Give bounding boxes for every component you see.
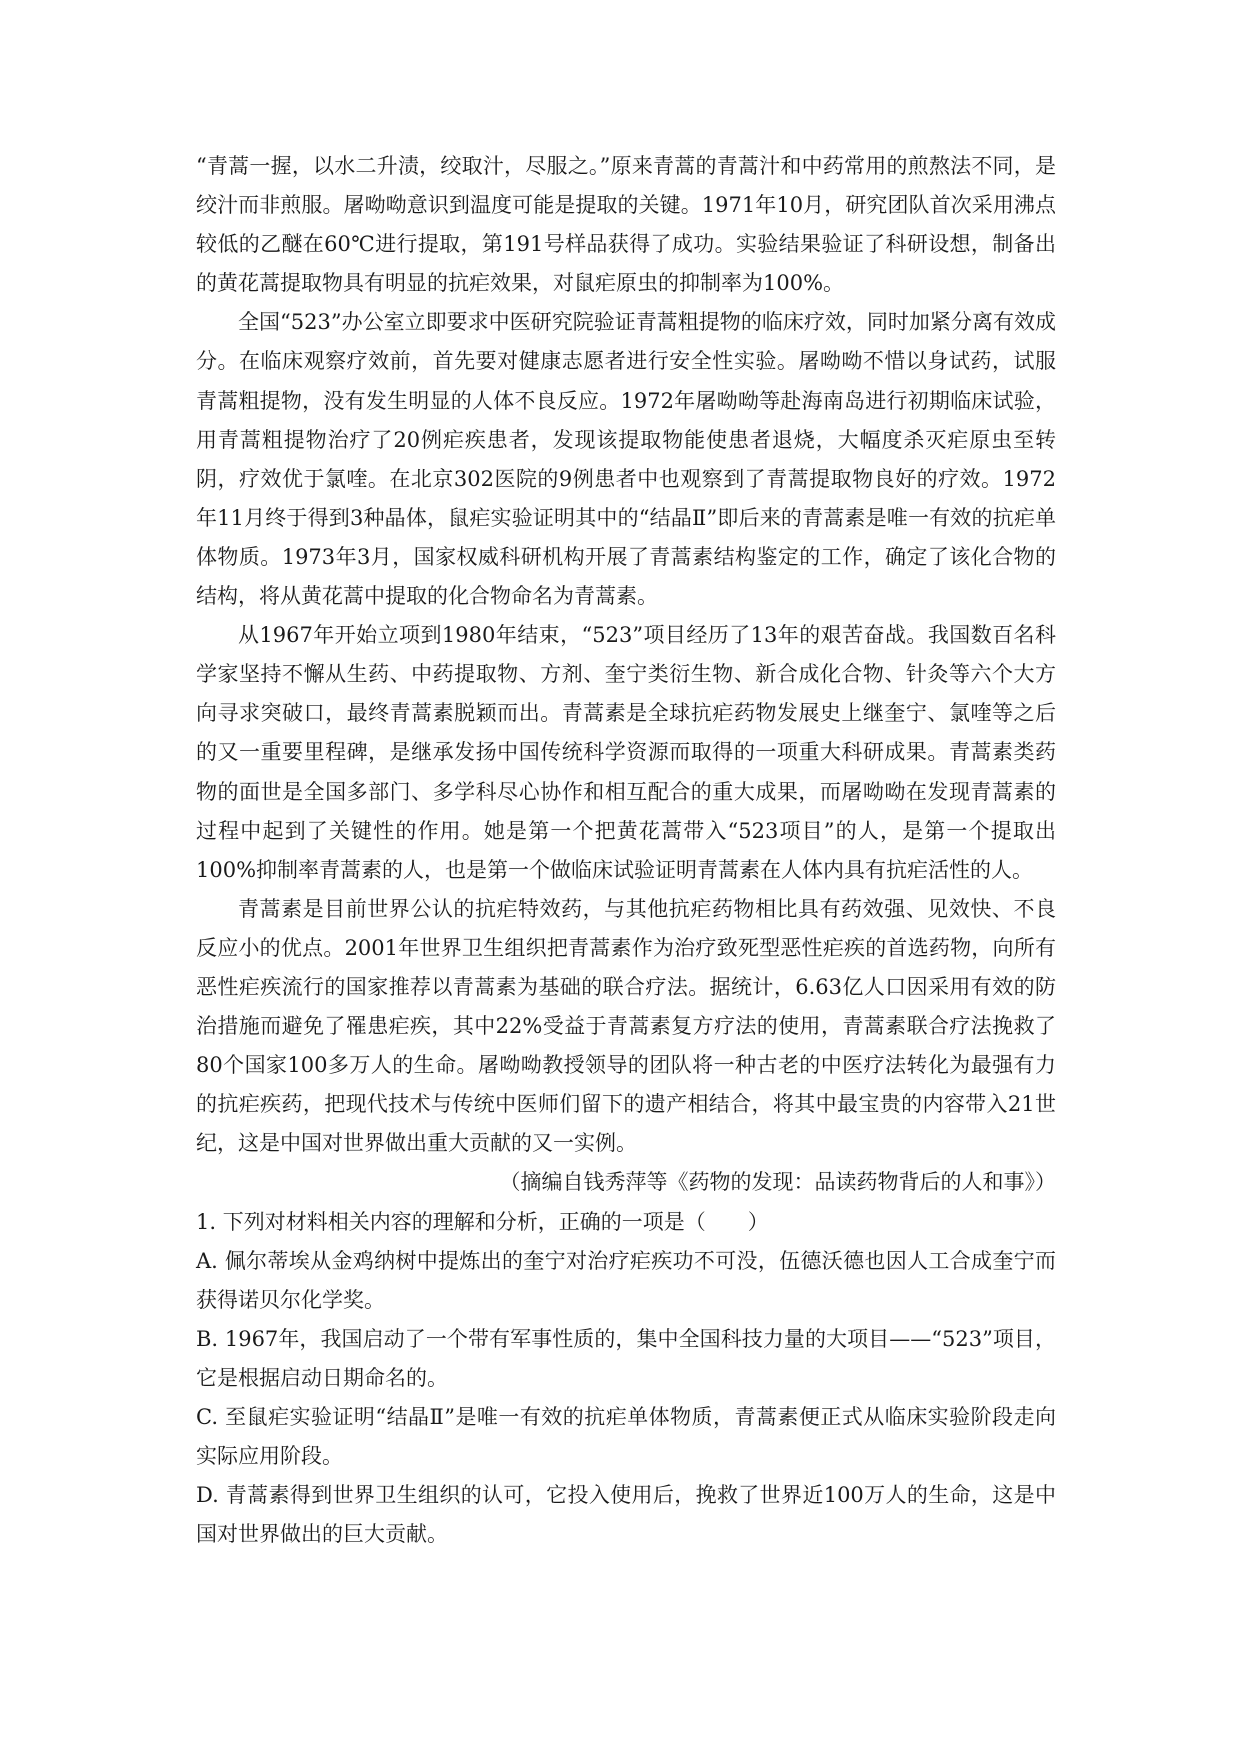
option-d: D. 青蒿素得到世界卫生组织的认可，它投入使用后，挽救了世界近100万人的生命，这是中国对世界做出的巨大贡献。 — [196, 1483, 1056, 1547]
passage-paragraph-2: 全国“523”办公室立即要求中医研究院验证青蒿粗提物的临床疗效，同时加紧分离有效成分。在临床观察疗效前，首先要对健康志愿者进行安全性实验。屠呦呦不惜以身试药，试服青蒿粗提物，没有发生明显的人体不良反应。1972年屠呦呦等赴海南岛进行初期临床试验，用青蒿粗提物治疗了20例疟疾患者，发现该提取物能使患者退烧，大幅度杀灭疟原虫至转阴，疗效优于氯喹。在北京302医院的9例患者中也观察到了青蒿提取物良好的疗效。1972年11月终于得到3种晶体，鼠疟实验证明其中的“结晶Ⅱ”即后来的青蒿素是唯一有效的抗疟单体物质。1973年3月，国家权威科研机构开展了青蒿素结构鉴定的工作，确定了该化合物的结构，将从黄花蒿中提取的化合物命名为青蒿素。 — [196, 310, 1056, 609]
passage-source: （摘编自钱秀萍等《药物的发现：品读药物背后的人和事》） — [499, 1170, 1056, 1195]
option-b: B. 1967年，我国启动了一个带有军事性质的，集中全国科技力量的大项目——“523”项目，它是根据启动日期命名的。 — [196, 1326, 1056, 1390]
option-a: A. 佩尔蒂埃从金鸡纳树中提炼出的奎宁对治疗疟疾功不可没，伍德沃德也因人工合成奎宁而获得诺贝尔化学奖。 — [196, 1248, 1056, 1312]
question-stem: 1. 下列对材料相关内容的理解和分析，正确的一项是（ ） — [196, 1209, 769, 1234]
option-c: C. 至鼠疟实验证明“结晶Ⅱ”是唯一有效的抗疟单体物质，青蒿素便正式从临床实验阶段走向实际应用阶段。 — [196, 1405, 1056, 1469]
passage-paragraph-4: 青蒿素是目前世界公认的抗疟特效药，与其他抗疟药物相比具有药效强、见效快、不良反应小的优点。2001年世界卫生组织把青蒿素作为治疗致死型恶性疟疾的首选药物，向所有恶性疟疾流行的国家推荐以青蒿素为基础的联合疗法。据统计，6.63亿人口因采用有效的防治措施而避免了罹患疟疾，其中22%受益于青蒿素复方疗法的使用，青蒿素联合疗法挽救了80个国家100多万人的生命。屠呦呦教授领导的团队将一种古老的中医疗法转化为最强有力的抗疟疾药，把现代技术与传统中医师们留下的遗产相结合，将其中最宝贵的内容带入21世纪，这是中国对世界做出重大贡献的又一实例。 — [196, 896, 1056, 1156]
document-page — [196, 147, 1056, 1554]
passage-paragraph-3: 从1967年开始立项到1980年结束，“523”项目经历了13年的艰苦奋战。我国数百名科学家坚持不懈从生药、中药提取物、方剂、奎宁类衍生物、新合成化合物、针灸等六个大方向寻求突破口，最终青蒿素脱颖而出。青蒿素是全球抗疟药物发展史上继奎宁、氯喹等之后的又一重要里程碑，是继承发扬中国传统科学资源而取得的一项重大科研成果。青蒿素类药物的面世是全国多部门、多学科尽心协作和相互配合的重大成果，而屠呦呦在发现青蒿素的过程中起到了关键性的作用。她是第一个把黄花蒿带入“523项目”的人，是第一个提取出100%抑制率青蒿素的人，也是第一个做临床试验证明青蒿素在人体内具有抗疟活性的人。 — [196, 623, 1056, 882]
passage-paragraph-1: “青蒿一握，以水二升渍，绞取汁，尽服之。”原来青蒿的青蒿汁和中药常用的煎熬法不同，是绞汁而非煎服。屠呦呦意识到温度可能是提取的关键。1971年10月，研究团队首次采用沸点较低的乙醚在60℃进行提取，第191号样品获得了成功。实验结果验证了科研设想，制备出的黄花蒿提取物具有明显的抗疟效果，对鼠疟原虫的抑制率为100%。 — [196, 154, 1056, 296]
